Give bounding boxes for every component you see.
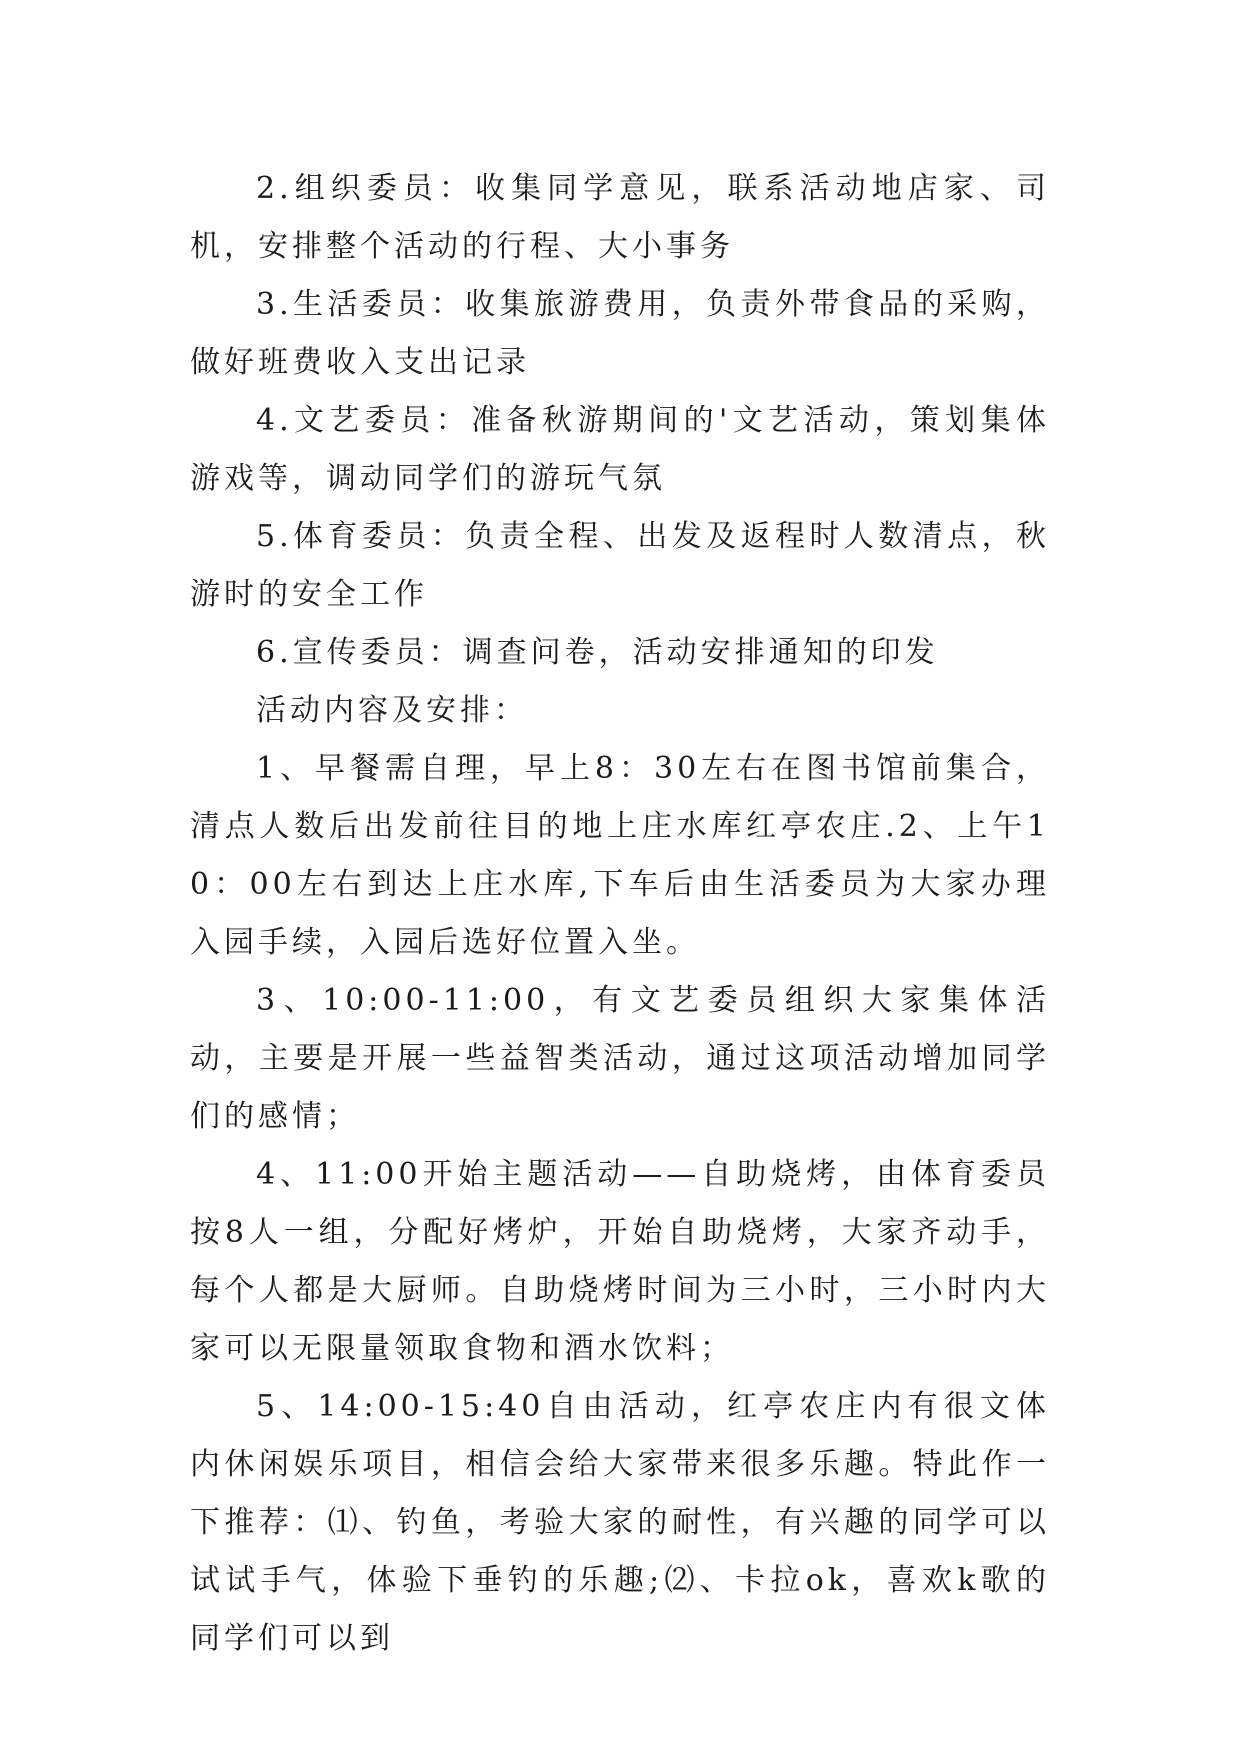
paragraph-arts-committee: 4.文艺委员：准备秋游期间的'文艺活动，策划集体游戏等，调动同学们的游玩气氛 <box>190 403 1050 496</box>
paragraph-schedule-4: 4、11:00开始主题活动——自助烧烤，由体育委员按8人一组，分配好烤炉，开始自助烧烤，大家齐动手，每个人都是大厨师。自助烧烤时间为三小时，三小时内大家可以无限量领取食物和酒水饮料； <box>190 1157 1050 1366</box>
document-body <box>190 160 1050 1668</box>
paragraph-organizing-committee: 2.组织委员：收集同学意见，联系活动地店家、司机，安排整个活动的行程、大小事务 <box>190 171 1050 264</box>
paragraph-schedule-1-2: 1、早餐需自理，早上8：30左右在图书馆前集合，清点人数后出发前往目的地上庄水库红亭农庄.2、上午10：00左右到达上庄水库,下车后由生活委员为大家办理入园手续，入园后选好位置入坐。 <box>190 751 1050 960</box>
paragraph-sports-committee: 5.体育委员：负责全程、出发及返程时人数清点，秋游时的安全工作 <box>190 519 1050 612</box>
paragraph-life-committee: 3.生活委员：收集旅游费用，负责外带食品的采购，做好班费收入支出记录 <box>190 287 1050 380</box>
paragraph-schedule-3: 3、10:00-11:00，有文艺委员组织大家集体活动，主要是开展一些益智类活动，通过这项活动增加同学们的感情； <box>190 983 1050 1134</box>
paragraph-publicity-committee: 6.宣传委员：调查问卷，活动安排通知的印发 <box>256 635 939 670</box>
paragraph-schedule-5: 5、14:00-15:40自由活动，红亭农庄内有很文体内休闲娱乐项目，相信会给大家带来很多乐趣。特此作一下推荐：⑴、钓鱼，考验大家的耐性，有兴趣的同学可以试试手气，体验下垂钓的乐趣;⑵、卡拉ok，喜欢k歌的同学们可以到 <box>190 1389 1050 1656</box>
section-heading-activities: 活动内容及安排： <box>256 693 528 728</box>
